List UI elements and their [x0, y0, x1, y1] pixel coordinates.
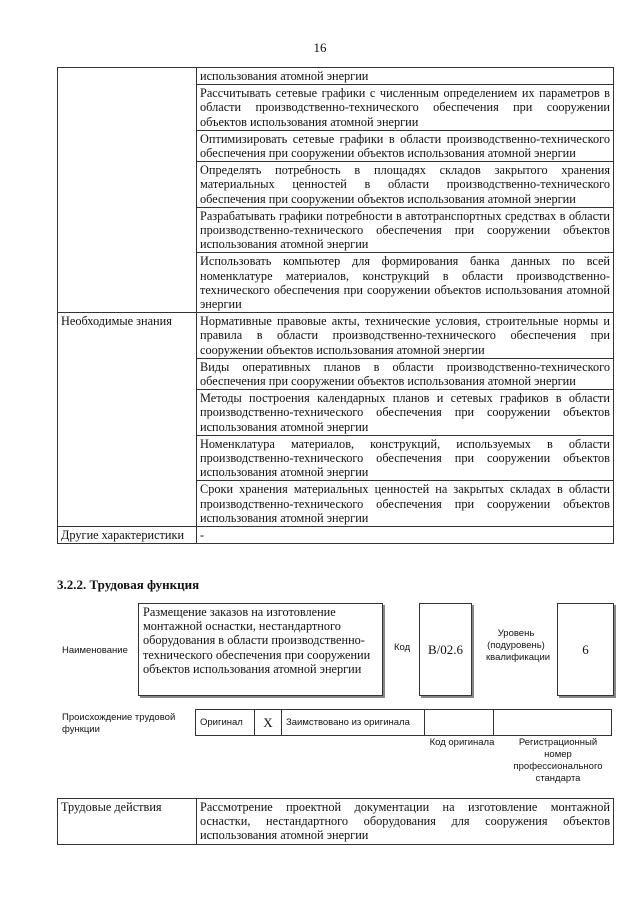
reg-number-cell [494, 710, 612, 736]
function-name-box: Размещение заказов на изготовление монтажной оснастки, нестандартного оборудования в области производственно-технического обеспечения при сооружении объектов использования атомной энергии [138, 603, 383, 696]
section-heading: 3.2.2. Трудовая функция [57, 577, 200, 592]
row-label-other: Другие характеристики [58, 527, 197, 544]
table-cell: Рассчитывать сетевые графики с численным определением их параметров в области производственно-технического обеспечения при сооружении объектов использования атомной энергии [197, 85, 614, 131]
table-row [58, 527, 614, 544]
page-number: 16 [313, 40, 327, 55]
table-cell: Рассмотрение проектной документации на изготовление монтажной оснастки, нестандартного оборудования для сооружения объектов использования атомной энергии [197, 799, 614, 845]
code-original-caption: Код оригинала [429, 737, 495, 748]
row-label-actions: Трудовые действия [58, 799, 197, 845]
original-cell: Оригинал [196, 710, 255, 736]
table-cell: Сроки хранения материальных ценностей на закрытых складах в области производственно-технического обеспечения при сооружении объектов использования атомной энергии [197, 481, 614, 527]
table-cell: Оптимизировать сетевые графики в области производственно-технического обеспечения при сооружении объектов использования атомной энергии [197, 130, 614, 161]
table-cell: - [197, 527, 614, 544]
code-box: B/02.6 [419, 603, 472, 696]
table-cell: Разрабатывать графики потребности в автотранспортных средствах в области производственно-технического обеспечения при сооружении объектов использования атомной энергии [197, 207, 614, 253]
table-row [58, 313, 614, 359]
table-cell: Виды оперативных планов в области производственно-технического обеспечения при сооружении объектов использования атомной энергии [197, 358, 614, 389]
skills-knowledge-table [57, 67, 614, 544]
table-cell: Номенклатура материалов, конструкций, используемых в области производственно-технического обеспечения при сооружении объектов использования атомной энергии [197, 435, 614, 481]
origin-table [195, 709, 612, 736]
borrowed-cell: Заимствовано из оригинала [282, 710, 425, 736]
reg-number-caption: Регистрационный номер профессионального стандарта [513, 737, 603, 784]
table-cell: Методы построения календарных планов и сетевых графиков в области производственно-технического обеспечения при сооружении объектов использования атомной энергии [197, 390, 614, 436]
table-cell: Нормативные правовые акты, технические условия, строительные нормы и правила в области производственно-технического обеспечения при сооружении объектов использования атомной энергии [197, 313, 614, 359]
table-row [58, 68, 614, 85]
row-label [58, 68, 197, 313]
actions-table [57, 798, 614, 845]
table-row [58, 799, 614, 845]
table-cell: Определять потребность в площадях складов закрытого хранения материальных ценностей в области производственно-технического обеспечения при сооружении объектов использования атомной энергии [197, 162, 614, 208]
level-box: 6 [557, 603, 614, 696]
table-cell: Использовать компьютер для формирования банка данных по всей номенклатуре материалов, конструкций в области производственно-технического обеспечения при сооружении объектов использования атомной энергии [197, 253, 614, 313]
code-label: Код [394, 642, 411, 653]
level-label: Уровень (подуровень) квалификации [486, 628, 551, 663]
origin-label: Происхождение трудовой функции [62, 712, 176, 735]
name-label: Наименование [62, 645, 128, 656]
original-code-cell [425, 710, 494, 736]
original-mark: X [255, 710, 282, 736]
row-label-knowledge: Необходимые знания [58, 313, 197, 527]
table-cell: использования атомной энергии [197, 68, 614, 85]
